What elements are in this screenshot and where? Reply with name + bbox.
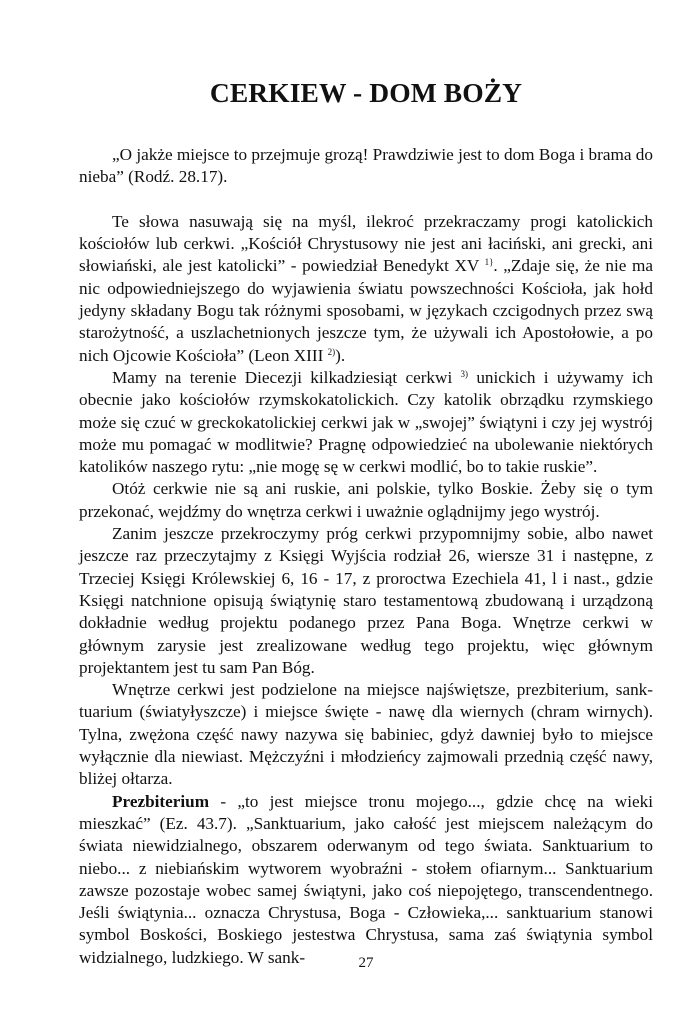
paragraph-4 bbox=[79, 478, 653, 523]
paragraph-2-text-b: . „Zdaje się, że nie ma nic odpowiedniejszego do wyjawienia światu powszechności Kościoła, jak hołd jedyny składany Bogu tak różnymi sposobami, w językach czcigodnych przez swą starożytność, a uszlachetnionych jeszcze tym, że używali ich Apostołowie, a po nich Ojcowie Kościoła” (Leon XIII bbox=[79, 256, 653, 365]
body-text bbox=[79, 144, 653, 969]
paragraph-4-text: Otóż cerkwie nie są ani ruskie, ani polskie, tylko Boskie. Żeby się o tym przekonać, wejdźmy do wnętrza cerkwi i uważnie oglądnijmy jego wystrój. bbox=[79, 479, 653, 521]
footnote-marker-3: 3) bbox=[460, 368, 469, 379]
paragraph-3-text-b: unickich i używamy ich obecnie jako kościołów rzymskokatolickich. Czy katolik obrządku rzymskiego może się czuć w greckokatolickiej cerkwi jak w „swojej” świątyni i czy jej wystrój może mu pomagać w modlitwie? Pragnę odpowiedzieć na ubolewanie niektórych katolików naszego rytu: „nie mogę sę w cerkwi modlić, bo to takie ruskie”. bbox=[79, 367, 654, 477]
paragraph-7-text: - „to jest miejsce tronu mojego..., gdzie chcę na wieki mieszkać” (Ez. 43.7). „Sanktuarium, jako całość jest miejscem należącym do świata niewidzialnego, obszarem oderwanym od tego świata. Sanktuarium to niebo... z niebiańskim wytworem wyobraźni - stołem ofiarnym... Sanktuarium zawsze pozostaje wobec samej świątyni, jako coś niepojętego, transcendentnego. Jeśli świątynia... oznacza Chrystusa, Boga - Człowieka,... sanktuarium stanowi symbol Boskości, Boskiego jestestwa Chrystusa, sama zaś świątynia symbol widzialnego, ludzkiego. W sank- bbox=[79, 791, 653, 967]
paragraph-6-text: Wnętrze cerkwi jest podzielone na miejsce najświętsze, prezbiterium, sanktuarium (światyłyszcze) i miejsce święte - nawę dla wiernych (chram wirnych). Tylna, zwężona część nawy nazywa się babiniec, gdyż dawniej było to miejsce wyłącznie dla niewiast. Mężczyźni i młodzieńcy zajmowali przednią część nawy, bliżej ołtarza. bbox=[79, 680, 653, 789]
paragraph-1 bbox=[79, 144, 653, 189]
paragraph-1-text: „O jakże miejsce to przejmuje grozą! Prawdziwie jest to dom Boga i brama do nieba” (Rodź. 28.17). bbox=[79, 145, 653, 187]
paragraph-2-text-a: Te słowa nasuwają się na myśl, ilekroć przekraczamy progi katolickich kościołów lub cerkwi. „Kościół Chrystusowy nie jest ani łaciński, ani grecki, ani słowiański, ale jest katolicki” - powiedział Benedykt XV bbox=[79, 211, 653, 276]
paragraph-2 bbox=[79, 211, 653, 367]
section-term-prezbiterium: Prezbiterium bbox=[112, 791, 210, 811]
paragraph-2-text-c: ). bbox=[335, 345, 346, 365]
paragraph-6 bbox=[79, 679, 653, 790]
paragraph-5-text: Zanim jeszcze przekroczymy próg cerkwi przypomnijmy sobie, albo nawet jeszcze raz przeczytajmy z Księgi Wyjścia rodział 26, wiersze 31 i następne, z Trzeciej Księgi Królewskiej 6, 16 - 17, z proroctwa Ezechiela 41, l i nast., gdzie Księgi natchnione opisują świątynię staro testamentową zbudowaną i urządzoną dokładnie według projektu podanego przez Pana Boga. Wnętrze cerkwi w głównym zarysie jest zrealizowane według tego projektu, więc głównym projektantem jest tu sam Pan Bóg. bbox=[79, 524, 653, 677]
footnote-marker-1: 1} bbox=[484, 257, 494, 268]
page-number: 27 bbox=[358, 955, 374, 971]
paragraph-5 bbox=[79, 523, 653, 679]
page-title: CERKIEW - DOM BOŻY bbox=[209, 77, 523, 108]
footnote-marker-2: 2) bbox=[327, 346, 336, 357]
paragraph-7 bbox=[79, 791, 653, 969]
paragraph-3 bbox=[79, 367, 653, 478]
paragraph-3-text-a: Mamy na terenie Diecezji kilkadziesiąt cerkwi bbox=[112, 367, 461, 387]
